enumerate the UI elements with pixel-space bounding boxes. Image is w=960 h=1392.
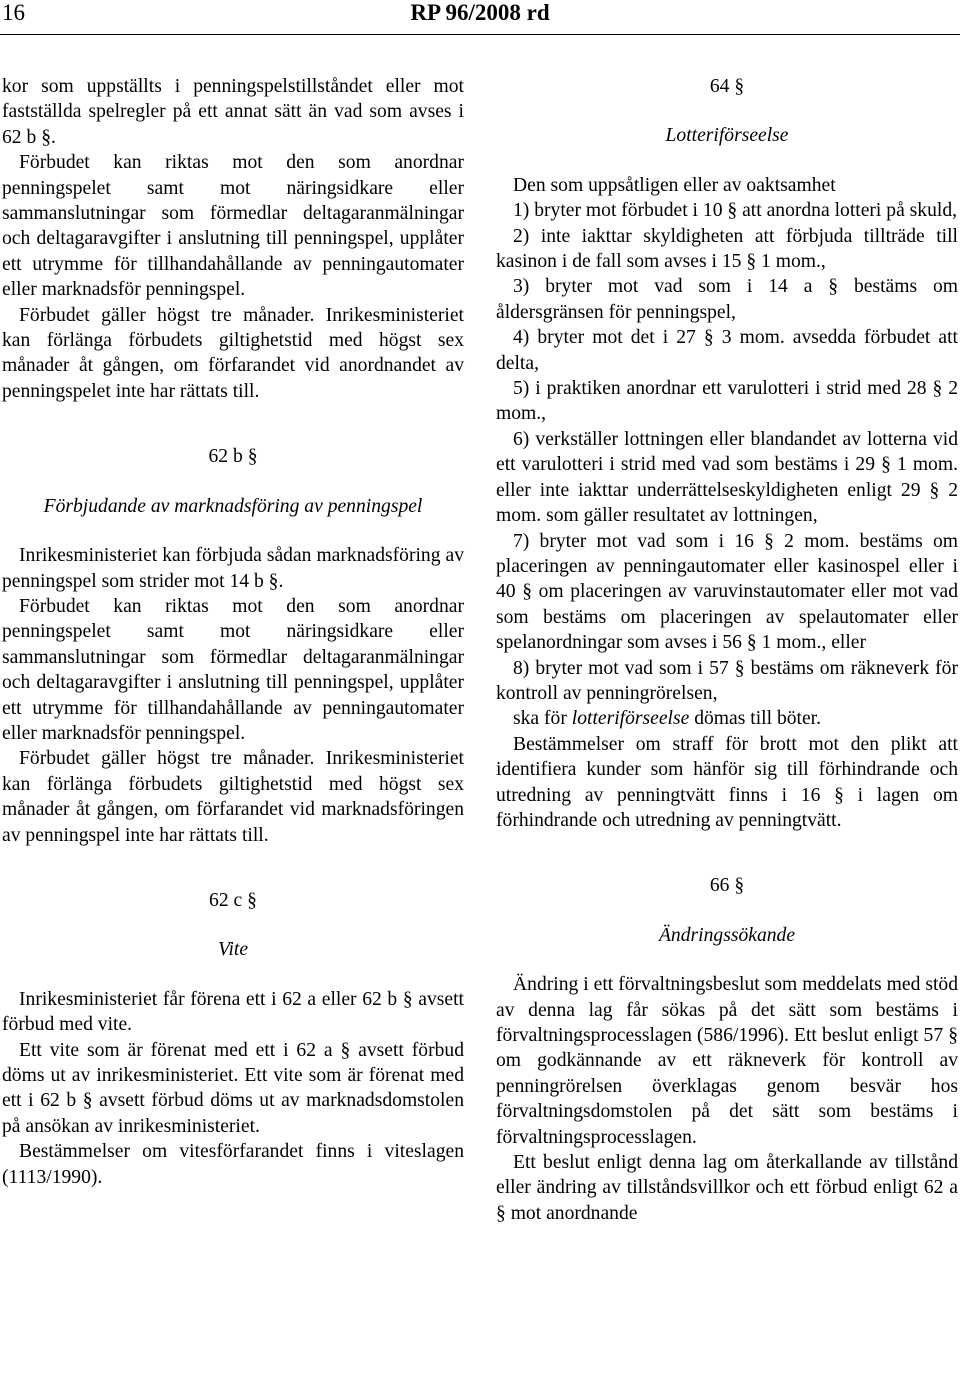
paragraph: Ett beslut enligt denna lag om återkallande av tillstånd eller ändring av tillståndsvillkor och ett förbud enligt 62 a § mot anordnande [496,1152,958,1224]
list-item: 1) bryter mot förbudet i 10 § att anordna lotteri på skuld, [513,200,958,222]
document-id: RP 96/2008 rd [410,0,550,25]
right-column [496,74,958,1226]
list-item: 5) i praktiken anordnar ett varulotteri i strid med 28 § 2 mom., [496,378,958,425]
paragraph: Förbudet kan riktas mot den som anordnar penningspelet samt mot näringsidkare eller sammanslutningar som förmedlar deltagaranmälningar och deltagaravgifter i anslutning till penningspel, upplåter ett utrymme för tillhandahållande av penningautomater eller marknadsför penningspel. [2,152,464,301]
penalty-paragraph [496,706,958,731]
list-item: 6) verkställer lottningen eller blandandet av lotterna vid ett varulotteri i strid med vad som bestäms i 29 § 1 mom. eller inte iakttar underrättelseskyldigheten enligt 29 § 2 mom. som gäller resultatet av lottningen, [496,428,958,527]
section-title-62c: Vite [217,939,249,961]
section-title-64: Lotteriförseelse [665,125,789,147]
left-column [2,74,464,1190]
list-item: 8) bryter mot vad som i 57 § bestäms om räkneverk för kontroll av penningrörelsen, [496,657,958,704]
section-heading-64: 64 § [709,76,745,97]
section-heading-66: 66 § [709,875,745,897]
paragraph: kor som uppställts i penningspelstillståndet eller mot fastställda spelregler på ett annat sätt än vad som avses i 62 b §. [2,76,464,148]
list-item: 4) bryter mot det i 27 § 3 mom. avsedda förbudet att delta, [496,327,958,374]
paragraph: Inrikesministeriet kan förbjuda sådan marknadsföring av penningspel som strider mot 14 b §. [2,545,464,592]
paragraph: Inrikesministeriet får förena ett i 62 a eller 62 b § avsett förbud med vite. [2,988,464,1036]
paragraph: Bestämmelser om straff för brott mot den plikt att identifiera kunder som hänför sig till förhindrande och utredning av penningtvätt finns i 16 § i lagen om förhindrande och utredning av penningtvätt. [496,733,958,831]
penalty-term: lotteriförseelse [571,708,690,730]
paragraph: Bestämmelser om vitesförfarandet finns i viteslagen (1113/1990). [2,1141,464,1188]
penalty-text-post: dömas till böter. [689,708,822,730]
section-heading-62b: 62 b § [208,446,258,468]
list-item: 2) inte iakttar skyldigheten att förbjuda tillträde till kasinon i de fall som avses i 15 § 1 mom., [496,225,958,273]
paragraph: Den som uppsåtligen eller av oaktsamhet [513,174,836,196]
penalty-text-pre: ska för [513,708,572,730]
section-title-62b: Förbjudande av marknadsföring av penningspel [43,495,423,517]
paragraph: Ändring i ett förvaltningsbeslut som meddelats med stöd av denna lag får sökas på det sätt som bestäms i förvaltningsprocesslagen (586/1996). Ett beslut enligt 57 § om godkännande av ett räkneverk för kontroll av penningrörelsen överklagas genom besvär hos förvaltningsdomstolen på det sätt som bestäms i förvaltningsprocesslagen. [496,974,958,1148]
section-heading-62c: 62 c § [209,889,257,911]
paragraph: Förbudet kan riktas mot den som anordnar penningspelet samt mot näringsidkare eller sammanslutningar som förmedlar deltagaranmälningar och deltagaravgifter i anslutning till penningspel, upplåter ett utrymme för tillhandahållande av penningautomater eller marknadsför penningspel. [2,595,464,744]
paragraph: Förbudet gäller högst tre månader. Inrikesministeriet kan förlänga förbudets giltighetstid med högst sex månader åt gången, om förfarandet vid anordnandet av penningspelet inte har rättats till. [2,304,464,402]
paragraph: Ett vite som är förenat med ett i 62 a § avsett förbud döms ut av inrikesministeriet. Ett vite som är förenat med ett i 62 b § avsett förbud döms ut av marknadsdomstolen på ansökan av inrikesministeriet. [2,1039,464,1137]
page-header [0,0,960,40]
header-rule [0,34,960,35]
page-number: 16 [2,0,25,25]
list-item: 3) bryter mot vad som i 14 a § bestäms om åldersgränsen för penningspel, [496,276,958,323]
section-title-66: Ändringssökande [658,924,796,946]
list-item: 7) bryter mot vad som i 16 § 2 mom. bestäms om placeringen av penningautomater eller kasinospel eller i 40 § om placeringen av varuvinstautomater eller mot vad som bestäms om placeringen av spelautomater eller spelanordningar som avses i 56 § 1 mom., eller [496,530,958,654]
paragraph: Förbudet gäller högst tre månader. Inrikesministeriet kan förlänga förbudets giltighetstid med högst sex månader åt gången, om förfarandet vid marknadsföringen av penningspel inte har rättats till. [2,748,464,846]
